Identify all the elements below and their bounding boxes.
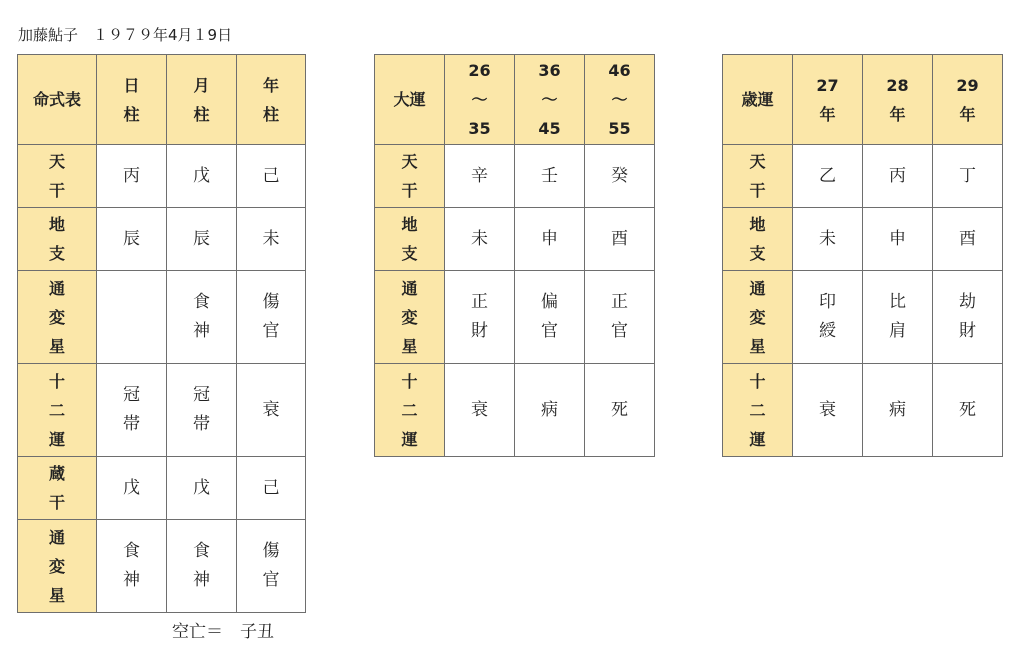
cell-saiun-juni-2: 病 bbox=[863, 364, 933, 457]
page-title: 加藤鮎子 １９７９年4月１9日 bbox=[18, 26, 233, 44]
cell-tenkan-year: 己 bbox=[237, 145, 306, 208]
row-label-tsuhen: 通 変 星 bbox=[375, 271, 445, 364]
cell-taiun-tenkan-1: 辛 bbox=[445, 145, 515, 208]
cell-tenkan-day: 丙 bbox=[97, 145, 167, 208]
table-row-juni bbox=[723, 364, 1003, 457]
cell-tsuhen-month: 食 神 bbox=[167, 271, 237, 364]
meishiki-header-cell bbox=[18, 55, 97, 145]
taiun-table bbox=[374, 54, 655, 457]
taiun-header-cell bbox=[375, 55, 445, 145]
row-label-chishi: 地 支 bbox=[723, 208, 793, 271]
cell-tsuhen-year: 傷 官 bbox=[237, 271, 306, 364]
row-label-juni: 十 二 運 bbox=[723, 364, 793, 457]
cell-zoukan-tsuhen-month: 食 神 bbox=[167, 520, 237, 613]
kubo-note: 空亡＝ 子丑 bbox=[172, 622, 274, 642]
table-row-zoukan-tsuhen bbox=[18, 520, 306, 613]
column-header-saiun-3: 29 年 bbox=[933, 55, 1003, 145]
row-label-tsuhen: 通 変 星 bbox=[723, 271, 793, 364]
row-label-zoukan-tsuhen: 通 変 星 bbox=[18, 520, 97, 613]
cell-taiun-juni-1: 衰 bbox=[445, 364, 515, 457]
row-label-tenkan: 天 干 bbox=[18, 145, 97, 208]
cell-juni-day: 冠 帯 bbox=[97, 364, 167, 457]
column-header-taiun-1: 26 ～ 35 bbox=[445, 55, 515, 145]
table-row-juni bbox=[18, 364, 306, 457]
column-header-nenchu: 年 柱 bbox=[237, 55, 306, 145]
row-label-tsuhen: 通 変 星 bbox=[18, 271, 97, 364]
cell-taiun-tsuhen-3: 正 官 bbox=[585, 271, 655, 364]
cell-saiun-tenkan-2: 丙 bbox=[863, 145, 933, 208]
table-row-chishi bbox=[375, 208, 655, 271]
cell-chishi-month: 辰 bbox=[167, 208, 237, 271]
row-label-chishi: 地 支 bbox=[375, 208, 445, 271]
cell-taiun-juni-2: 病 bbox=[515, 364, 585, 457]
table-row-tenkan bbox=[18, 145, 306, 208]
column-header-getchu: 月 柱 bbox=[167, 55, 237, 145]
meishiki-table bbox=[17, 54, 306, 613]
table-row-tsuhen bbox=[723, 271, 1003, 364]
row-label-tenkan: 天 干 bbox=[375, 145, 445, 208]
table-row-tsuhen bbox=[375, 271, 655, 364]
cell-saiun-juni-3: 死 bbox=[933, 364, 1003, 457]
cell-saiun-chishi-3: 酉 bbox=[933, 208, 1003, 271]
cell-tenkan-month: 戊 bbox=[167, 145, 237, 208]
cell-zoukan-tsuhen-day: 食 神 bbox=[97, 520, 167, 613]
cell-tsuhen-day bbox=[97, 271, 167, 364]
meishiki-header: 命式表 bbox=[32, 90, 81, 109]
cell-saiun-juni-1: 衰 bbox=[793, 364, 863, 457]
column-header-saiun-1: 27 年 bbox=[793, 55, 863, 145]
column-header-nichichu: 日 柱 bbox=[97, 55, 167, 145]
row-label-juni: 十 二 運 bbox=[18, 364, 97, 457]
taiun-header: 大運 bbox=[393, 90, 426, 109]
table-row-tenkan bbox=[375, 145, 655, 208]
cell-zoukan-month: 戊 bbox=[167, 457, 237, 520]
cell-taiun-tenkan-2: 壬 bbox=[515, 145, 585, 208]
cell-zoukan-year: 己 bbox=[237, 457, 306, 520]
row-label-tenkan: 天 干 bbox=[723, 145, 793, 208]
cell-saiun-tenkan-1: 乙 bbox=[793, 145, 863, 208]
cell-chishi-year: 未 bbox=[237, 208, 306, 271]
column-header-taiun-3: 46 ～ 55 bbox=[585, 55, 655, 145]
table-row-zoukan bbox=[18, 457, 306, 520]
table-row-chishi bbox=[723, 208, 1003, 271]
cell-taiun-chishi-2: 申 bbox=[515, 208, 585, 271]
saiun-table bbox=[722, 54, 1003, 457]
cell-saiun-chishi-1: 未 bbox=[793, 208, 863, 271]
column-header-taiun-2: 36 ～ 45 bbox=[515, 55, 585, 145]
row-label-chishi: 地 支 bbox=[18, 208, 97, 271]
cell-juni-month: 冠 帯 bbox=[167, 364, 237, 457]
cell-saiun-tsuhen-2: 比 肩 bbox=[863, 271, 933, 364]
row-label-juni: 十 二 運 bbox=[375, 364, 445, 457]
cell-saiun-tsuhen-3: 劫 財 bbox=[933, 271, 1003, 364]
cell-taiun-tsuhen-2: 偏 官 bbox=[515, 271, 585, 364]
cell-juni-year: 衰 bbox=[237, 364, 306, 457]
cell-zoukan-day: 戊 bbox=[97, 457, 167, 520]
cell-taiun-juni-3: 死 bbox=[585, 364, 655, 457]
cell-saiun-tenkan-3: 丁 bbox=[933, 145, 1003, 208]
table-row-juni bbox=[375, 364, 655, 457]
table-row-tenkan bbox=[723, 145, 1003, 208]
cell-saiun-tsuhen-1: 印 綬 bbox=[793, 271, 863, 364]
cell-chishi-day: 辰 bbox=[97, 208, 167, 271]
saiun-header-cell bbox=[723, 55, 793, 145]
cell-taiun-chishi-1: 未 bbox=[445, 208, 515, 271]
cell-saiun-chishi-2: 申 bbox=[863, 208, 933, 271]
cell-taiun-chishi-3: 酉 bbox=[585, 208, 655, 271]
cell-taiun-tenkan-3: 癸 bbox=[585, 145, 655, 208]
cell-taiun-tsuhen-1: 正 財 bbox=[445, 271, 515, 364]
cell-zoukan-tsuhen-year: 傷 官 bbox=[237, 520, 306, 613]
column-header-saiun-2: 28 年 bbox=[863, 55, 933, 145]
saiun-header: 歳運 bbox=[741, 90, 774, 109]
table-row-tsuhen bbox=[18, 271, 306, 364]
row-label-zoukan: 蔵 干 bbox=[18, 457, 97, 520]
table-row-chishi bbox=[18, 208, 306, 271]
